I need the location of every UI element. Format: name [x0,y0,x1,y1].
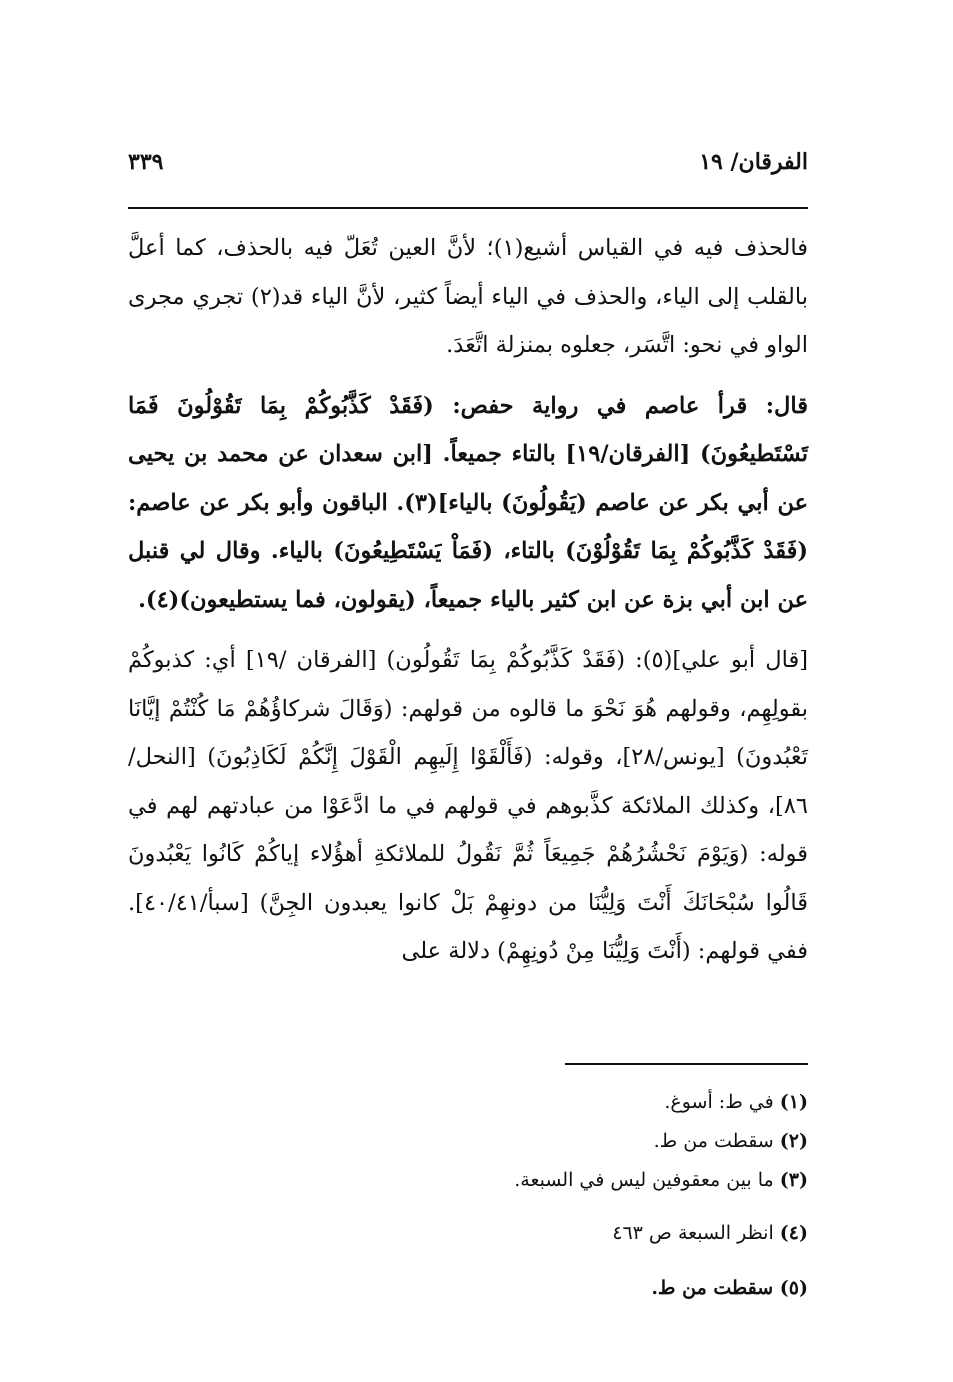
main-text [128,224,808,988]
footnotes [128,1083,808,1308]
footnote-1 [128,1083,808,1122]
footnote-number: (٢) [779,1130,808,1152]
footnote-text: في ط: أسوغ. [664,1091,774,1113]
footnote-number: (٤) [779,1222,808,1244]
paragraph-2: قال: قرأ عاصم في رواية حفص: (فَقَدْ كَذَّبُوكُمْ بِمَا تَقُوْلُونَ فَمَا تَسْتَطيعُونَ) [الفرقان/١٩] بالتاء جميعاً. [ابن سعدان عن محمد بن يحيى عن أبي بكر عن عاصم (يَقُولُونَ) بالياء](٣). الباقون وأبو بكر عن عاصم: (فَقَدْ كَذَّبُوكُمْ بِمَا تَقُوْلُوْنَ) بالتاء، (فَمَاْ يَسْتَطِيعُونَ) بالياء. وقال لي قنبل عن ابن أبي بزة عن ابن كثير بالياء جميعاً، (يقولون، فما يستطيعون)(٤). [128,392,809,613]
footnote-number: (٥) [779,1277,808,1299]
footnote-5 [128,1269,808,1308]
footnote-number: (١) [779,1091,808,1113]
footnote-number: (٣) [779,1169,808,1191]
surah-reference: الفرقان/ ١٩ [699,149,808,175]
footnote-text: سقطت من ط. [653,1130,774,1152]
footnote-3 [128,1161,808,1200]
footnote-4 [128,1214,808,1253]
footnote-2 [128,1122,808,1161]
paragraph-3: [قال أبو علي](٥): (فَقَدْ كَذَّبُوكُمْ بِمَا تَقُولُون) [الفرقان /١٩] أي: كذبوكُمْ بقولِهِم، وقولهم هُوَ نَحْوَ ما قالوه من قولهم: (وَقَالَ شركاؤُهُمْ مَا كُنْتُمْ إيَّانَا تَعْبُدونَ) [يونس/٢٨]، وقوله: (فَأَلْقَوْا إِلَيهِم الْقَوْلَ إِنَّكُمْ لَكَاذِبُونَ) [النحل/٨٦]، وكذلك الملائكة كذَّبوهم في قولهم في ما ادَّعَوْا من عبادتهم لهم في قوله: (وَيَوْمَ نَحْشُرُهُمْ جَمِيعَاً ثُمَّ نَقُولُ للملائكةِ أهؤُلاء إياكُمْ كَانُوا يَعْبُدونَ قَالُوا سُبْحَانَكَ أَنْتَ وَلِيُّنَا من دونهِمْ بَلْ كانوا يعبدون الجِنَّ) [سبأ/٤٠/٤١]. ففي قولهم: (أَنْتَ وَلِيُّنَا مِنْ دُونِهِمْ) دلالة على [128,647,808,964]
footnote-text: سقطت من ط. [651,1277,774,1299]
footnote-text: ما بين معقوفين ليس في السبعة. [514,1169,774,1191]
header-divider [128,207,808,209]
page-header [128,140,808,184]
footnote-divider [565,1063,808,1065]
footnote-text: انظر السبعة ص ٤٦٣ [612,1222,774,1244]
paragraph-1: فالحذف فيه في القياس أشيع(١)؛ لأنَّ العين تُعَلّ فيه بالحذف، كما أعلَّ بالقلب إلى الياء، والحذف في الياء أيضاً كثير، لأنَّ الياء قد(٢) تجري مجرى الواو في نحو: اتَّسَر، جعلوه بمنزلة اتَّعَدَ. [128,235,808,358]
page-number: ٣٣٩ [128,149,164,175]
